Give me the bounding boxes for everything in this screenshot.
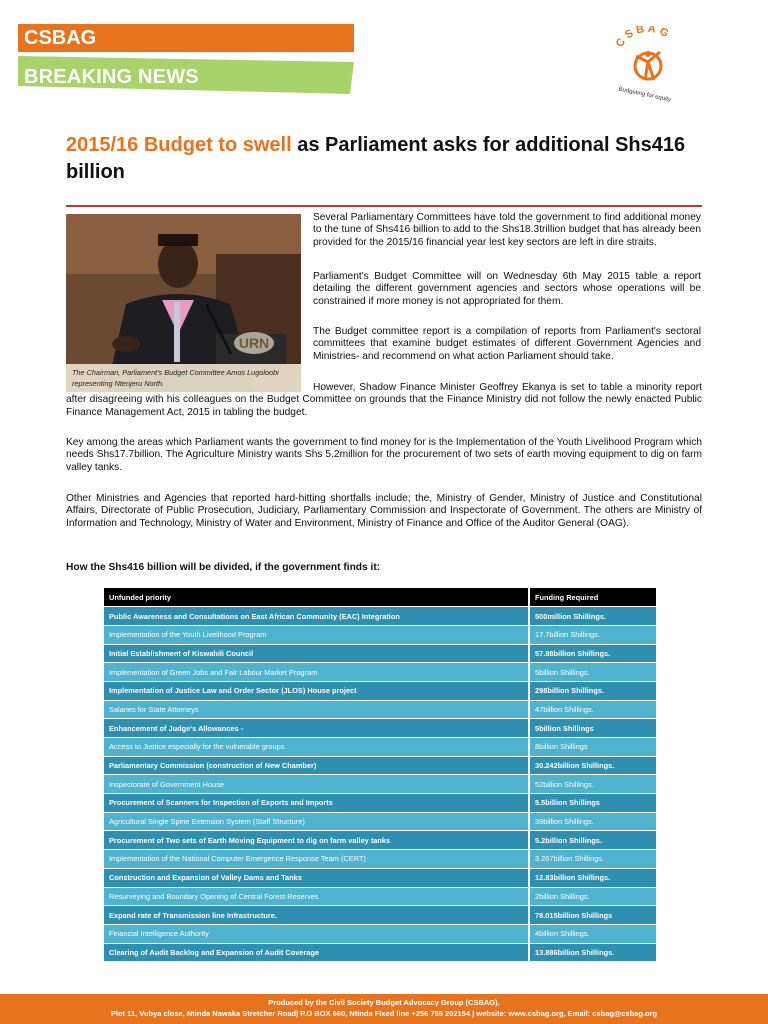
logo-text: CSBAG: [613, 26, 674, 50]
table-row: [104, 794, 656, 813]
headline-rest: as Parliament asks for additional Shs416 billion: [66, 134, 686, 183]
priority-cell: Financial Intelligence Authority: [104, 924, 529, 943]
table-row: [104, 719, 656, 738]
table-row: [104, 644, 656, 663]
amount-cell: 47billion Shillings.: [529, 700, 656, 719]
amount-cell: 17.7billion Shillings.: [529, 625, 656, 644]
page-footer: [0, 994, 768, 1024]
table-row: [104, 756, 656, 775]
priority-cell: Procurement of Two sets of Earth Moving Equipment to dig on farm valley tanks: [104, 831, 529, 850]
headline-divider: [66, 205, 702, 207]
table-title: How the Shs416 billion will be divided, if the government finds it:: [66, 562, 381, 573]
table-row: [104, 924, 656, 943]
amount-cell: 78.015billion Shillings: [529, 906, 656, 925]
table-row: [104, 943, 656, 962]
logo-mark-icon: [612, 26, 684, 92]
article-paragraph-1: Several Parliamentary Committees have told the government to find additional money to the tune of Shs416 billion to add to the Shs18.3trillion budget that has already been provided for the 2015/16 financial year lest key sectors are left in dire straits.: [313, 212, 701, 248]
footer-credit: Produced by the Civil Society Budget Advocacy Group (CSBAG).: [268, 998, 500, 1007]
header-amount: Funding Required: [529, 588, 656, 607]
svg-text:CSBAG: [614, 26, 673, 50]
amount-cell: 500million Shillings.: [529, 607, 656, 626]
table-row: [104, 607, 656, 626]
table-row: [104, 831, 656, 850]
amount-cell: 8billion Shillings: [529, 738, 656, 757]
priority-cell: Inspectorate of Government House: [104, 775, 529, 794]
priority-cell: Salaries for State Attorneys: [104, 700, 529, 719]
table-row: [104, 906, 656, 925]
priority-cell: Enhancement of Judge's Allowances -: [104, 719, 529, 738]
article-paragraph-6: Other Ministries and Agencies that reported hard-hitting shortfalls include; the, Ministry of Gender, Ministry of Justice and Constitutional Affairs, Directorate of Public Prosecution, Judiciary, Parliamentary Commission and Inspectorate of Government. The others are Ministry of Information and Technology, Ministry of Water and Environment, Ministry of Finance and Office of the Auditor General (OAG).: [66, 493, 702, 529]
priority-cell: Implementation of Justice Law and Order Sector (JLOS) House project: [104, 681, 529, 700]
priority-cell: Procurement of Scanners for Inspection of Exports and Imports: [104, 794, 529, 813]
amount-cell: 52billion Shillings.: [529, 775, 656, 794]
amount-cell: 2billion Shillings.: [529, 887, 656, 906]
table-row: [104, 775, 656, 794]
brand-tag: CSBAG: [18, 24, 354, 52]
csbag-logo: [612, 26, 684, 110]
priority-cell: Agricultural Single Spine Extension System (Staff Structure): [104, 812, 529, 831]
photo-caption: The Chairman, Parliament's Budget Committee Amos Lugoloobi representing Ntenjeru North.: [66, 364, 301, 392]
priority-cell: Clearing of Audit Backlog and Expansion of Audit Coverage: [104, 943, 529, 962]
table-header-row: [104, 588, 656, 607]
amount-cell: 5.5billion Shillings: [529, 794, 656, 813]
priority-cell: Parliamentary Commission (construction of New Chamber): [104, 756, 529, 775]
priority-cell: Access to Justice especially for the vulnerable groups.: [104, 738, 529, 757]
amount-cell: 13.886billion Shillings.: [529, 943, 656, 962]
amount-cell: 5billion Shillings.: [529, 663, 656, 682]
article-paragraph-4: However, Shadow Finance Minister Geoffrey Ekanya is set to table a minority report after disagreeing with his colleagues on the Budget Committee on grounds that the Finance Ministry did not follow the newly enacted Public Finance Management Act, 2015 in tabling the budget.: [66, 382, 702, 418]
table-row: [104, 868, 656, 887]
priority-cell: Implementation of Green Jobs and Fair Labour Market Program: [104, 663, 529, 682]
amount-cell: 30.242billion Shillings.: [529, 756, 656, 775]
logo-tagline: Budgeting for equity: [617, 86, 672, 104]
article-paragraph-5: Key among the areas which Parliament wants the government to find money for is the Implementation of the Youth Livelihood Program which needs Shs17.7billion. The Agriculture Ministry wants Shs 5.2million for the procurement of two sets of earth moving equipment to dig on farm valley tanks.: [66, 437, 702, 473]
footer-contact: Plot 11, Vubya close, Ntinda Nawaka Stretcher Road| P.O BOX 660, Ntinda Fixed line +256 755 202154 | website: www.csbag.org, Email: csbag@csbag.org: [110, 1009, 658, 1018]
table-row: [104, 700, 656, 719]
table-row: [104, 681, 656, 700]
table-row: [104, 850, 656, 869]
article-paragraph-2: Parliament's Budget Committee will on Wednesday 6th May 2015 table a report detailing the different government agencies and sectors whose operations will be constrained if more money is not appropriated for them.: [313, 271, 701, 307]
priority-cell: Resurveying and Boundary Opening of Central Forest Reserves: [104, 887, 529, 906]
priority-cell: Implementation of the Youth Livelihood Program: [104, 625, 529, 644]
amount-cell: 12.83billion Shillings.: [529, 868, 656, 887]
priority-cell: Construction and Expansion of Valley Dams and Tanks: [104, 868, 529, 887]
table-row: [104, 812, 656, 831]
photo-watermark: URN: [234, 332, 274, 354]
breaking-news-banner: [18, 56, 354, 94]
amount-cell: 5billion Shillings: [529, 719, 656, 738]
header-priority: Unfunded priority: [104, 588, 529, 607]
amount-cell: 3.267billion Shillings.: [529, 850, 656, 869]
article-paragraph-3: The Budget committee report is a compilation of reports from Parliament's sectoral committees that examine budget estimates of different Government Agencies and Ministries- and recommend on what action Parliament should take.: [313, 326, 701, 362]
priority-cell: Expand rate of Transmission line Infrastructure.: [104, 906, 529, 925]
article-headline: [66, 132, 706, 186]
table-row: [104, 738, 656, 757]
amount-cell: 57.88billion Shillings.: [529, 644, 656, 663]
amount-cell: 298billion Shillings.: [529, 681, 656, 700]
priority-cell: Implementation of the National Computer Emergence Response Team (CERT): [104, 850, 529, 869]
funding-table: [104, 588, 656, 962]
amount-cell: 4billion Shillings.: [529, 924, 656, 943]
table-row: [104, 625, 656, 644]
priority-cell: Initial Establishment of Kiswahili Council: [104, 644, 529, 663]
table-row: [104, 887, 656, 906]
amount-cell: 39billion Shillings.: [529, 812, 656, 831]
priority-cell: Public Awareness and Consultations on East African Community (EAC) Integration: [104, 607, 529, 626]
headline-highlight: 2015/16 Budget to swell: [66, 134, 292, 156]
amount-cell: 5.2billion Shillings.: [529, 831, 656, 850]
table-row: [104, 663, 656, 682]
breaking-news-label: BREAKING NEWS: [24, 66, 199, 88]
